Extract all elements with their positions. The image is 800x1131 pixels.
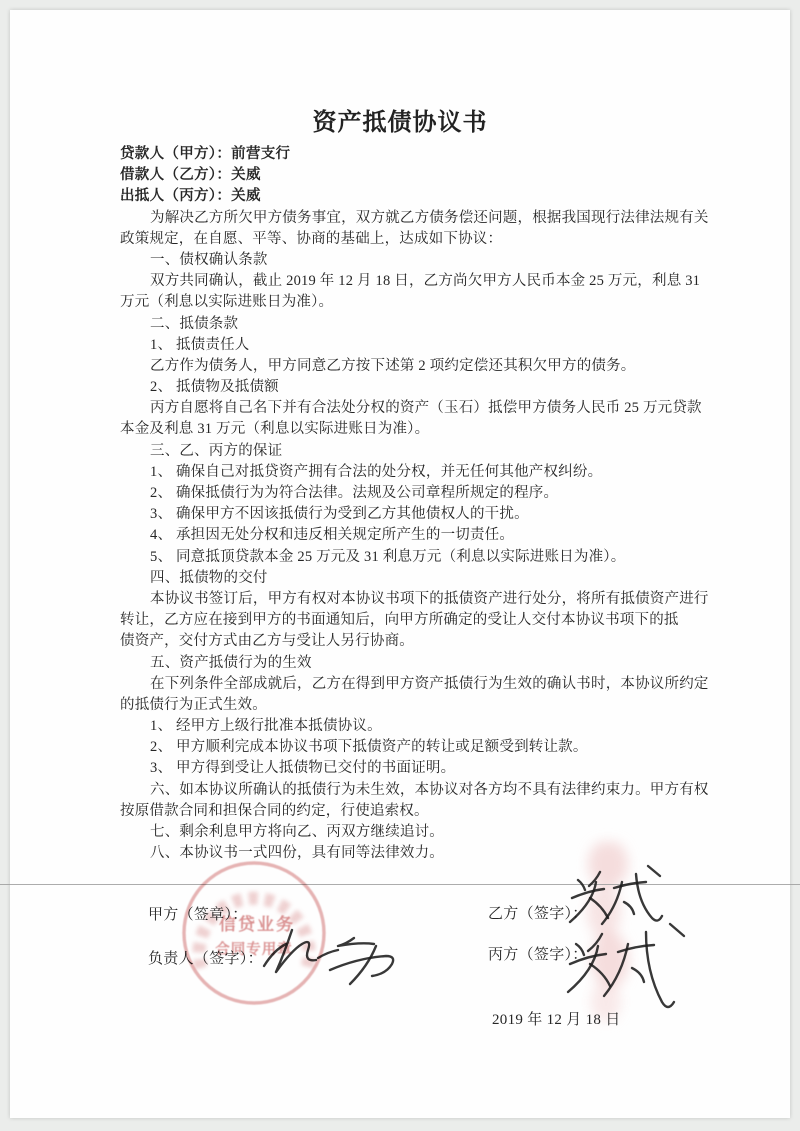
body-line: 四、抵债物的交付 — [150, 569, 268, 586]
body-line: 的抵债行为正式生效。 — [120, 696, 267, 713]
body-line: 按原借款合同和担保合同的约定，行使追索权。 — [120, 802, 429, 819]
yi-sign-label: 乙方（签字）： — [488, 906, 588, 922]
party-line: 贷款人（甲方）：前营支行 — [120, 146, 291, 162]
body-line: 1、 确保自己对抵贷资产拥有合法的处分权，并无任何其他产权纠纷。 — [150, 463, 603, 480]
bing-sign-label: 丙方（签字）： — [488, 947, 588, 963]
page-fold-line — [0, 884, 800, 885]
body-line: 二、抵债条款 — [150, 315, 239, 332]
fuzeren-sign-label: 负责人（签字）： — [148, 951, 263, 967]
body-line: 4、 承担因无处分权和违反相关规定所产生的一切责任。 — [150, 527, 515, 544]
body-line: 政策规定，在自愿、平等、协商的基础上，达成如下协议： — [120, 230, 503, 247]
body-line: 2、 确保抵债行为为符合法律。法规及公司章程所规定的程序。 — [150, 485, 559, 501]
body-line: 在下列条件全部成就后，乙方在得到甲方资产抵债行为生效的确认书时，本协议所约定 — [150, 675, 709, 692]
document-title: 资产抵债协议书 — [312, 110, 488, 136]
body-line: 本协议书签订后，甲方有权对本协议书项下的抵债资产进行处分，将所有抵债资产进行 — [150, 590, 709, 607]
body-line: 5、 同意抵顶贷款本金 25 万元及 31 利息万元（利息以实际进账日为准）。 — [150, 548, 626, 565]
document-page — [10, 10, 790, 1118]
body-line: 万元（利息以实际进账日为准）。 — [120, 294, 334, 311]
body-line: 乙方作为债务人，甲方同意乙方按下述第 2 项约定偿还其积欠甲方的债务。 — [150, 357, 636, 374]
body-line: 六、如本协议所确认的抵债行为未生效，本协议对各方均不具有法律约束力。甲方有权 — [150, 781, 709, 798]
body-line: 1、 经甲方上级行批准本抵债协议。 — [150, 718, 382, 735]
bank-seal — [175, 850, 333, 1008]
body-line: 1、 抵债责任人 — [150, 336, 250, 353]
seal-text-line2: 合同专用章 — [215, 942, 293, 958]
party-line: 出抵人（丙方）：关威 — [120, 188, 261, 205]
body-line: 本金及利息 31 万元（利息以实际进账日为准）。 — [120, 421, 430, 438]
party-lines — [120, 144, 706, 208]
body-line: 2、 甲方顺利完成本协议书项下抵债资产的转让或足额受到转让款。 — [150, 739, 588, 756]
document-body — [120, 144, 709, 864]
body-line: 双方共同确认，截止 2019 年 12 月 18 日，乙方尚欠甲方人民币本金 25 万元，利息 31 — [150, 273, 701, 290]
body-line: 债资产，交付方式由乙方与受让人另行协商。 — [120, 633, 414, 650]
seal-text-line1: 信贷业务 — [219, 915, 295, 934]
body-line: 丙方自愿将自己名下并有合法处分权的资产（玉石）抵偿甲方债务人民币 25 万元贷款 — [150, 400, 702, 417]
body-line: 五、资产抵债行为的生效 — [150, 654, 312, 671]
jia-sign-label: 甲方（签章）： — [148, 907, 248, 923]
party-line: 借款人（乙方）：关威 — [120, 167, 261, 184]
body-line: 3、 确保甲方不因该抵债行为受到乙方其他债权人的干扰。 — [150, 506, 529, 523]
body-line: 转让，乙方应在接到甲方的书面通知后，向甲方所确定的受让人交付本协议书项下的抵 — [120, 612, 679, 629]
bing-handwritten-signature — [558, 916, 696, 1024]
body-line: 七、剩余利息甲方将向乙、丙双方继续追讨。 — [150, 824, 444, 840]
body-line: 八、本协议书一式四份，具有同等法律效力。 — [150, 845, 444, 862]
body-line: 2、 抵债物及抵债额 — [150, 379, 279, 396]
body-line: 3、 甲方得到受让人抵债物已交付的书面证明。 — [150, 760, 456, 777]
body-lines — [120, 208, 709, 865]
body-line: 三、乙、丙方的保证 — [150, 442, 283, 459]
body-line: 为解决乙方所欠甲方债务事宜，双方就乙方债务偿还问题，根据我国现行法律法规有关 — [150, 209, 709, 226]
body-line: 一、债权确认条款 — [150, 251, 268, 268]
sign-date: 2019 年 12 月 18 日 — [492, 1012, 621, 1028]
